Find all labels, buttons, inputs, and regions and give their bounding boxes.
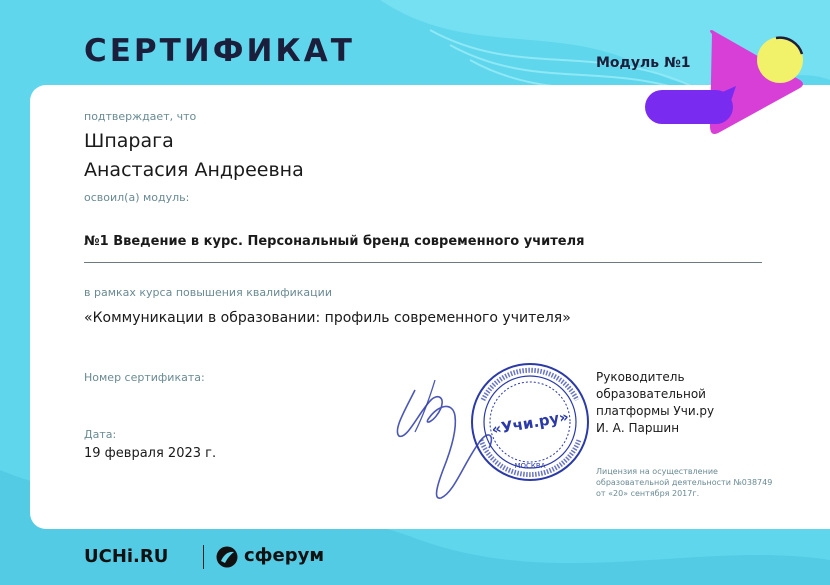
recipient-surname: Шпарага <box>84 130 174 152</box>
license-block <box>596 466 772 499</box>
mastered-label: освоил(а) модуль: <box>84 191 190 204</box>
program-label: в рамках курса повышения квалификации <box>84 286 332 299</box>
director-role-line3: платформы Учи.ру <box>596 404 715 418</box>
sferum-logo-icon <box>216 546 238 568</box>
recipient-given-names: Анастасия Андреевна <box>84 159 304 181</box>
director-block <box>596 369 714 437</box>
confirms-label: подтверждает, что <box>84 110 197 123</box>
module-title: №1 Введение в курс. Персональный бренд современного учителя <box>84 234 585 249</box>
stamp-city: МОСКВА <box>514 462 546 470</box>
license-line1: Лицензия на осуществление <box>596 467 718 476</box>
handwritten-signature <box>397 390 491 498</box>
director-role-line2: образовательной <box>596 387 706 401</box>
official-stamp <box>472 364 588 480</box>
divider-line <box>84 262 762 263</box>
date-label: Дата: <box>84 428 117 441</box>
certificate-title: СЕРТИФИКАТ <box>84 33 355 69</box>
director-role-line1: Руководитель <box>596 370 685 384</box>
uchi-ru-logo: UCHi.RU <box>84 546 169 567</box>
sferum-logo: сферум <box>244 545 325 566</box>
stamp-center-text: «Учи.ру» <box>490 407 571 439</box>
module-number: Модуль №1 <box>596 55 691 71</box>
certificate-number-label: Номер сертификата: <box>84 371 205 384</box>
director-name: И. А. Паршин <box>596 421 680 435</box>
stamp-and-signature <box>385 360 595 510</box>
footer-divider <box>203 545 204 569</box>
date-value: 19 февраля 2023 г. <box>84 446 217 461</box>
uchi-play-logo-icon <box>640 28 810 138</box>
license-line3: от «20» сентября 2017г. <box>596 489 700 498</box>
program-title: «Коммуникации в образовании: профиль современного учителя» <box>84 310 571 326</box>
license-line2: образовательной деятельности №038749 <box>596 478 773 487</box>
